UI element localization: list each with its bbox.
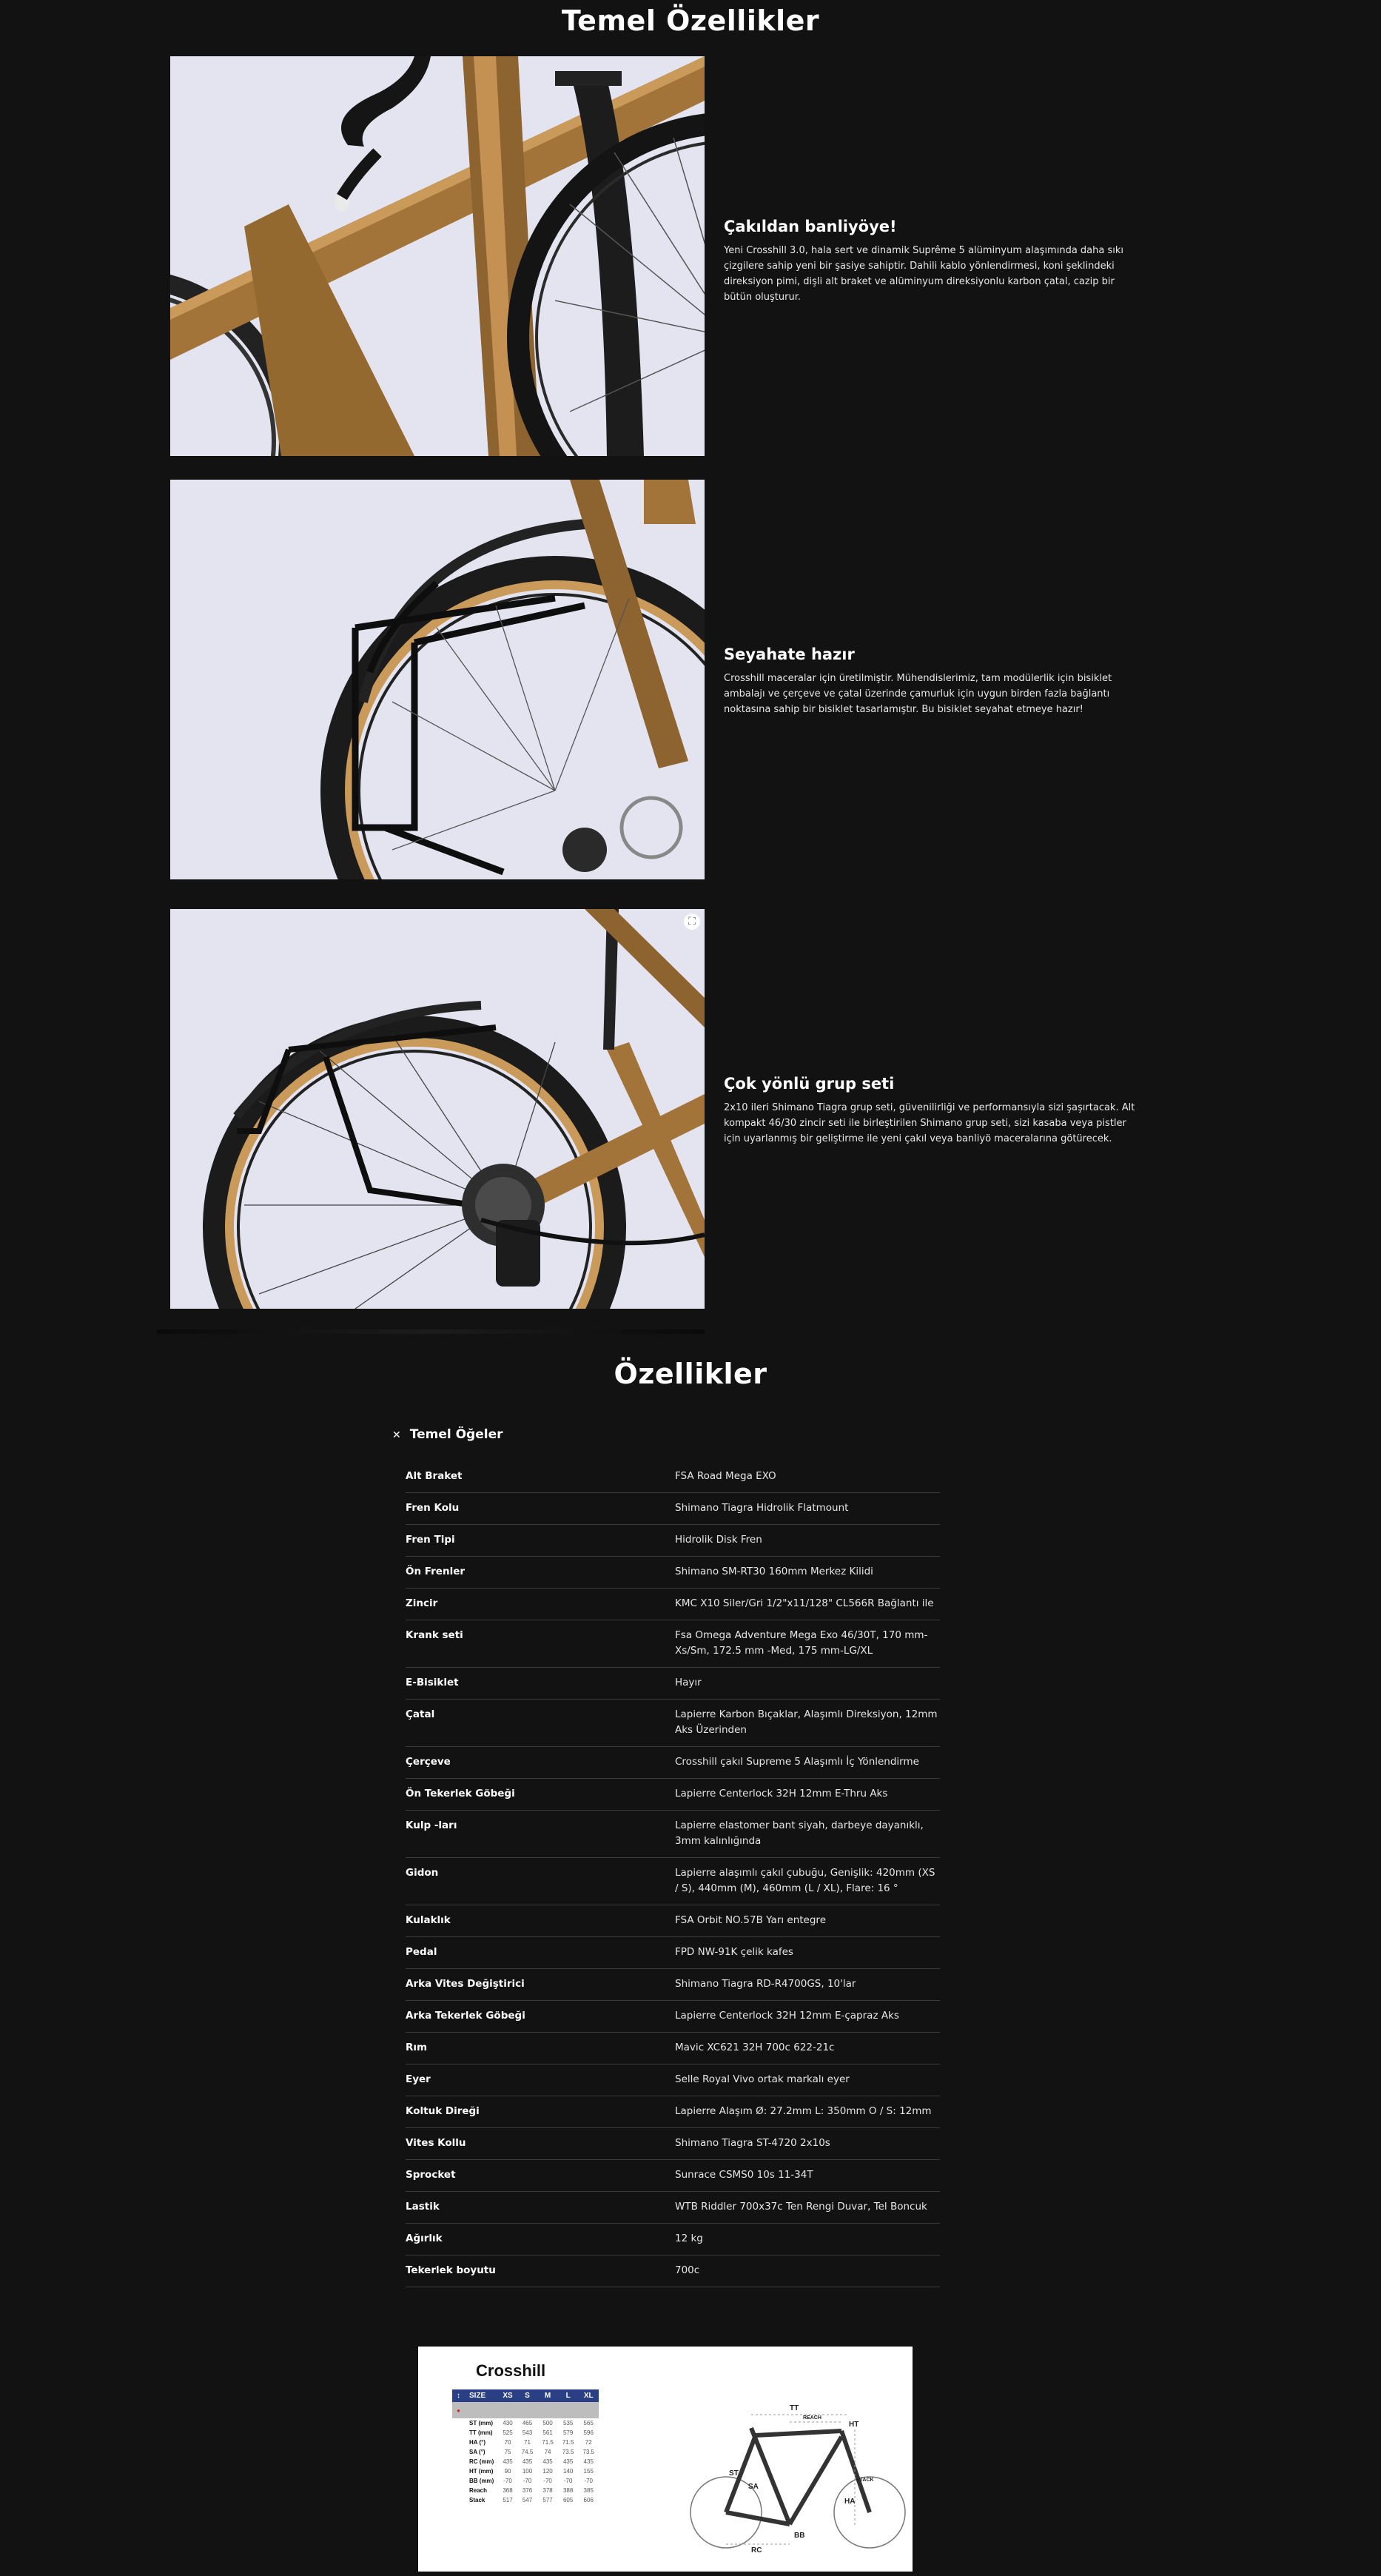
geometry-value: 547 bbox=[522, 2497, 533, 2503]
spec-key: Krank seti bbox=[406, 1620, 675, 1668]
spec-key: Ön Frenler bbox=[406, 1557, 675, 1589]
feature-image-frame bbox=[170, 56, 705, 456]
spec-row bbox=[406, 1969, 940, 2001]
geometry-value: 100 bbox=[522, 2468, 533, 2475]
spec-row bbox=[406, 1905, 940, 1937]
geometry-row bbox=[452, 2447, 599, 2457]
spec-key: Kulaklık bbox=[406, 1905, 675, 1937]
geometry-value: 73.5 bbox=[582, 2449, 595, 2455]
spec-value: Hidrolik Disk Fren bbox=[675, 1525, 940, 1557]
size-label: SIZE bbox=[465, 2389, 498, 2402]
geometry-spacer bbox=[452, 2486, 465, 2495]
spec-value: 700c bbox=[675, 2255, 940, 2287]
geometry-value: 74.5 bbox=[521, 2449, 534, 2455]
geometry-value: 75 bbox=[504, 2449, 511, 2455]
geometry-value: 140 bbox=[562, 2468, 574, 2475]
geometry-value: 90 bbox=[504, 2468, 511, 2475]
spec-value: Shimano Tiagra RD-R4700GS, 10'lar bbox=[675, 1969, 940, 2001]
diagram-label-rc: RC bbox=[751, 2546, 762, 2555]
spec-table bbox=[406, 1461, 940, 2287]
geometry-row bbox=[452, 2476, 599, 2486]
spec-row bbox=[406, 1747, 940, 1779]
spec-key: Vites Kollu bbox=[406, 2128, 675, 2160]
feature-title: Çakıldan banliyöye! bbox=[724, 218, 897, 235]
size-header: M bbox=[537, 2389, 558, 2402]
geometry-value: 435 bbox=[583, 2458, 594, 2465]
feature-image-frame bbox=[170, 909, 705, 1309]
geometry-row-label: HT (mm) bbox=[469, 2468, 494, 2475]
feature-text-3 bbox=[724, 1075, 1138, 1147]
close-icon: ✕ bbox=[392, 1429, 401, 1441]
geometry-title: Crosshill bbox=[476, 2361, 546, 2380]
spec-key: Fren Tipi bbox=[406, 1525, 675, 1557]
spec-key: Sprocket bbox=[406, 2160, 675, 2192]
diagram-label-ha: HA bbox=[844, 2498, 856, 2506]
spec-row bbox=[406, 1937, 940, 1969]
spec-value: Sunrace CSMS0 10s 11-34T bbox=[675, 2160, 940, 2192]
spec-value: Mavic XC621 32H 700c 622-21c bbox=[675, 2033, 940, 2065]
feature-text-2 bbox=[724, 645, 1138, 717]
geometry-row bbox=[452, 2486, 599, 2495]
geometry-value: 376 bbox=[522, 2487, 533, 2494]
rider-height-row bbox=[452, 2402, 599, 2418]
geometry-value: 517 bbox=[503, 2497, 513, 2503]
geometry-row bbox=[452, 2466, 599, 2476]
geometry-value: 155 bbox=[583, 2468, 594, 2475]
spec-row bbox=[406, 2160, 940, 2192]
spec-value: FSA Road Mega EXO bbox=[675, 1461, 940, 1493]
spec-value: FSA Orbit NO.57B Yarı entegre bbox=[675, 1905, 940, 1937]
geometry-spacer bbox=[452, 2495, 465, 2505]
spec-key: Rım bbox=[406, 2033, 675, 2065]
spec-row bbox=[406, 1811, 940, 1858]
spec-key: Ön Tekerlek Göbeği bbox=[406, 1779, 675, 1811]
geometry-row-label: RC (mm) bbox=[469, 2458, 494, 2465]
spec-value: Lapierre Centerlock 32H 12mm E-Thru Aks bbox=[675, 1779, 940, 1811]
geometry-row-label: SA (°) bbox=[469, 2449, 485, 2455]
spec-section-title: Temel Öğeler bbox=[409, 1427, 503, 1442]
diagram-label-st: ST bbox=[729, 2469, 739, 2478]
spec-row bbox=[406, 2192, 940, 2224]
size-header: XS bbox=[498, 2389, 517, 2402]
spec-key: Fren Kolu bbox=[406, 1493, 675, 1525]
geometry-value: 71.5 bbox=[562, 2439, 574, 2446]
geometry-row-label: TT (mm) bbox=[469, 2429, 493, 2436]
geometry-row bbox=[452, 2495, 599, 2505]
spec-key: Pedal bbox=[406, 1937, 675, 1969]
spec-key: Ağırlık bbox=[406, 2224, 675, 2255]
spec-row bbox=[406, 2033, 940, 2065]
spec-value: Shimano SM-RT30 160mm Merkez Kilidi bbox=[675, 1557, 940, 1589]
geometry-value: 430 bbox=[503, 2420, 513, 2426]
spec-value: Crosshill çakıl Supreme 5 Alaşımlı İç Yönlendirme bbox=[675, 1747, 940, 1779]
specs-heading: Özellikler bbox=[614, 1358, 767, 1390]
spec-row bbox=[406, 1858, 940, 1905]
geometry-row bbox=[452, 2418, 599, 2428]
geometry-value: 435 bbox=[522, 2458, 533, 2465]
geometry-value: 385 bbox=[583, 2487, 594, 2494]
size-header: XL bbox=[578, 2389, 599, 2402]
geometry-value: 543 bbox=[522, 2429, 533, 2436]
spec-key: Çatal bbox=[406, 1700, 675, 1747]
geometry-value: 435 bbox=[503, 2458, 513, 2465]
geometry-row-label: HA (°) bbox=[469, 2439, 486, 2446]
geometry-value: 74 bbox=[544, 2449, 551, 2455]
spec-value: Selle Royal Vivo ortak markalı eyer bbox=[675, 2065, 940, 2096]
geometry-diagram bbox=[685, 2392, 907, 2555]
feature-description: Crosshill maceralar için üretilmiştir. Mühendislerimiz, tam modülerlik için bisiklet ambalajı ve çerçeve ve çatal üzerinde çamurluk için uygun birden fazla bağlantı noktasına sahip bir bisiklet tasarlamıştır. Bu bisiklet seyahat etmeye hazır! bbox=[724, 673, 1112, 715]
geometry-row bbox=[452, 2428, 599, 2438]
geometry-row-label: ST (mm) bbox=[469, 2420, 493, 2426]
geometry-spacer bbox=[452, 2466, 465, 2476]
spec-section-toggle[interactable] bbox=[392, 1427, 503, 1442]
geometry-value: 388 bbox=[562, 2487, 574, 2494]
feature-title: Çok yönlü grup seti bbox=[724, 1075, 895, 1093]
geometry-value: 535 bbox=[562, 2420, 574, 2426]
spec-key: Gidon bbox=[406, 1858, 675, 1905]
diagram-label-sa: SA bbox=[748, 2483, 759, 2491]
geometry-value: 378 bbox=[542, 2487, 553, 2494]
geometry-spacer bbox=[452, 2438, 465, 2447]
size-header: S bbox=[517, 2389, 538, 2402]
feature-image-frame bbox=[170, 480, 705, 879]
spec-row bbox=[406, 1620, 940, 1668]
spec-key: Tekerlek boyutu bbox=[406, 2255, 675, 2287]
spec-value: FPD NW-91K çelik kafes bbox=[675, 1937, 940, 1969]
spec-row bbox=[406, 1525, 940, 1557]
spec-row bbox=[406, 1779, 940, 1811]
geometry-value: 72 bbox=[585, 2439, 592, 2446]
geometry-spacer bbox=[452, 2476, 465, 2486]
diagram-label-ht: HT bbox=[849, 2421, 859, 2429]
spec-row bbox=[406, 2224, 940, 2255]
geometry-row-label: Reach bbox=[469, 2487, 488, 2494]
geometry-spacer bbox=[452, 2457, 465, 2466]
spec-value: Shimano Tiagra Hidrolik Flatmount bbox=[675, 1493, 940, 1525]
size-header: L bbox=[558, 2389, 579, 2402]
geometry-value: 435 bbox=[562, 2458, 574, 2465]
geometry-value: 525 bbox=[503, 2429, 513, 2436]
geometry-spacer bbox=[452, 2428, 465, 2438]
geometry-value: 71.5 bbox=[542, 2439, 554, 2446]
geometry-value: 606 bbox=[583, 2497, 594, 2503]
spec-key: Koltuk Direği bbox=[406, 2096, 675, 2128]
spec-row bbox=[406, 2128, 940, 2160]
spec-row bbox=[406, 1461, 940, 1493]
geometry-value: -70 bbox=[584, 2478, 593, 2484]
spec-key: Çerçeve bbox=[406, 1747, 675, 1779]
spec-value: 12 kg bbox=[675, 2224, 940, 2255]
geometry-value: -70 bbox=[543, 2478, 552, 2484]
diagram-label-bb: BB bbox=[794, 2532, 805, 2540]
geometry-value: 577 bbox=[542, 2497, 553, 2503]
diagram-label-reach: REACH bbox=[803, 2415, 821, 2421]
geometry-value: 605 bbox=[562, 2497, 574, 2503]
geometry-card bbox=[418, 2347, 913, 2572]
geometry-value: -70 bbox=[523, 2478, 532, 2484]
geometry-row bbox=[452, 2438, 599, 2447]
spec-row bbox=[406, 1589, 940, 1620]
spec-value: Lapierre Centerlock 32H 12mm E-çapraz Aks bbox=[675, 2001, 940, 2033]
spec-value: WTB Riddler 700x37c Ten Rengi Duvar, Tel Boncuk bbox=[675, 2192, 940, 2224]
geometry-value: 561 bbox=[542, 2429, 553, 2436]
geometry-value: 596 bbox=[583, 2429, 594, 2436]
spec-row bbox=[406, 1700, 940, 1747]
spec-value: Hayır bbox=[675, 1668, 940, 1700]
geometry-value: 71 bbox=[524, 2439, 531, 2446]
spec-key: Kulp -ları bbox=[406, 1811, 675, 1858]
zoom-icon[interactable]: ⛶ bbox=[684, 913, 700, 930]
spec-key: Alt Braket bbox=[406, 1461, 675, 1493]
spec-row bbox=[406, 2096, 940, 2128]
diagram-label-tt: TT bbox=[790, 2404, 799, 2412]
geometry-value: 70 bbox=[504, 2439, 511, 2446]
spec-key: Zincir bbox=[406, 1589, 675, 1620]
spec-key: Eyer bbox=[406, 2065, 675, 2096]
spec-value: Lapierre Karbon Bıçaklar, Alaşımlı Direksiyon, 12mm Aks Üzerinden bbox=[675, 1700, 940, 1747]
geometry-value: 73.5 bbox=[562, 2449, 574, 2455]
spec-value: Shimano Tiagra ST-4720 2x10s bbox=[675, 2128, 940, 2160]
geometry-value: 120 bbox=[542, 2468, 553, 2475]
geometry-table bbox=[452, 2389, 599, 2505]
spec-key: Arka Tekerlek Göbeği bbox=[406, 2001, 675, 2033]
feature-title: Seyahate hazır bbox=[724, 645, 855, 663]
geometry-value: 500 bbox=[542, 2420, 553, 2426]
rider-icon-red: ● bbox=[452, 2402, 465, 2418]
spec-row bbox=[406, 2065, 940, 2096]
spec-value: KMC X10 Siler/Gri 1/2"x11/128" CL566R Bağlantı ile bbox=[675, 1589, 940, 1620]
geometry-spacer bbox=[452, 2418, 465, 2428]
spec-row bbox=[406, 1557, 940, 1589]
geometry-value: 565 bbox=[583, 2420, 594, 2426]
rider-icon: ↕ bbox=[452, 2389, 465, 2402]
spec-value: Lapierre Alaşım Ø: 27.2mm L: 350mm O / S: 12mm bbox=[675, 2096, 940, 2128]
feature-description: Yeni Crosshill 3.0, hala sert ve dinamik Suprême 5 alüminyum alaşımında daha sıkı çizgilere sahip yeni bir şasiye sahiptir. Dahili kablo yönlendirmesi, koni şeklindeki direksiyon pimi, dişli alt braket ve alüminyum direksiyonlu karbon çatal, cazip bir bütün oluşturur. bbox=[724, 245, 1124, 303]
geometry-value: -70 bbox=[563, 2478, 573, 2484]
spec-value: Fsa Omega Adventure Mega Exo 46/30T, 170 mm-Xs/Sm, 172.5 mm -Med, 175 mm-LG/XL bbox=[675, 1620, 940, 1668]
spec-row bbox=[406, 2255, 940, 2287]
geometry-value: 435 bbox=[542, 2458, 553, 2465]
feature-text-1 bbox=[724, 218, 1138, 305]
geometry-spacer bbox=[452, 2447, 465, 2457]
diagram-label-stack: STACK bbox=[856, 2478, 874, 2483]
geometry-value: 579 bbox=[562, 2429, 574, 2436]
spec-key: Arka Vites Değiştirici bbox=[406, 1969, 675, 2001]
geometry-row-label: BB (mm) bbox=[469, 2478, 494, 2484]
spec-row bbox=[406, 1493, 940, 1525]
geometry-value: 465 bbox=[522, 2420, 533, 2426]
spec-row bbox=[406, 1668, 940, 1700]
feature-description: 2x10 ileri Shimano Tiagra grup seti, güvenilirliği ve performansıyla sizi şaşırtacak. Alt kompakt 46/30 zincir seti ile birleştirilen Shimano grup seti, sizi kasaba veya pistler için uyarlanmış bir geliştirme ile yeni çakıl veya banliyö maceralarına götürecek. bbox=[724, 1102, 1135, 1144]
section-divider bbox=[157, 1329, 705, 1334]
spec-row bbox=[406, 2001, 940, 2033]
spec-value: Lapierre alaşımlı çakıl çubuğu, Genişlik: 420mm (XS / S), 440mm (M), 460mm (L / XL), Flare: 16 ° bbox=[675, 1858, 940, 1905]
spec-key: E-Bisiklet bbox=[406, 1668, 675, 1700]
geometry-value: -70 bbox=[503, 2478, 512, 2484]
geometry-row bbox=[452, 2457, 599, 2466]
spec-key: Lastik bbox=[406, 2192, 675, 2224]
geometry-row-label: Stack bbox=[469, 2497, 485, 2503]
geometry-value: 368 bbox=[503, 2487, 513, 2494]
spec-value: Lapierre elastomer bant siyah, darbeye dayanıklı, 3mm kalınlığında bbox=[675, 1811, 940, 1858]
features-heading: Temel Özellikler bbox=[561, 4, 820, 37]
